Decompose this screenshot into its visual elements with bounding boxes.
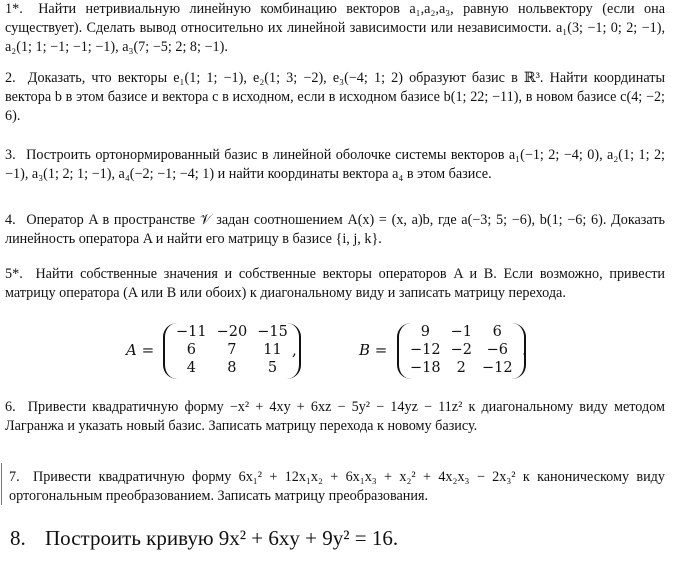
- matrix-a: [163, 323, 301, 379]
- problem-7: [9, 468, 665, 506]
- problem-3: [5, 146, 665, 184]
- margin-bar: [1, 463, 2, 505]
- problem-number: 2.: [5, 70, 16, 86]
- problem-number: 5*.: [5, 266, 23, 282]
- problem-1: [5, 0, 665, 57]
- matrix-cell: −12: [410, 342, 441, 358]
- matrix-cell: −11: [176, 324, 207, 340]
- matrix-cell: 8: [227, 360, 237, 376]
- problem-8: [10, 525, 398, 551]
- problem-number: 1*.: [5, 1, 23, 17]
- matrix-cell: −2: [450, 342, 472, 358]
- problem-4: [5, 211, 665, 249]
- problem-text: Найти нетривиальную линейную комбинацию векторов a₁,a₂,a₃, равную нольвектору (если она существует). Сделать вывод относительно их линейной зависимости или независимости. a₁(3; −1; 0; 2; −1), a₂(1; 1; −1; −1; −1), a₃(7; −5; 2; 8; −1).: [5, 1, 665, 55]
- matrix-cell: 9: [420, 324, 430, 340]
- problem-5: [5, 265, 665, 303]
- problem-2: [5, 69, 665, 126]
- problem-text: Оператор A в пространстве 𝒱 задан соотношением A(x) = (x, a)b, где a(−3; 5; −6), b(1; −6; 6). Доказать линейность оператора A и найти его матрицу в базисе {i, j, k}.: [5, 212, 666, 247]
- matrix-cell: 11: [263, 342, 282, 358]
- problem-text: Построить ортонормированный базис в линейной оболочке системы векторов a₁(−1; 2; −4; 0), a₂(1; 1; 2; −1), a₃(1; 2; 1; −1), a₄(−2; −1; −4; 1) и найти координаты вектора a₄ в этом базисе.: [5, 147, 665, 182]
- problem-number: 4.: [5, 212, 16, 228]
- matrix-b-table: [405, 323, 518, 377]
- matrix-a-suffix: ,: [292, 341, 297, 359]
- matrix-cell: 7: [227, 342, 237, 358]
- problem-text: Построить кривую 9x² + 6xy + 9y² = 16.: [45, 526, 399, 550]
- problem-text: Привести квадратичную форму −x² + 4xy + 6xz − 5y² − 14yz − 11z² к диагональному виду методом Лагранжа и указать новый базис. Записать матрицу перехода к новому базису.: [5, 399, 665, 434]
- matrix-cell: 5: [267, 360, 278, 376]
- problem-text: Привести квадратичную форму 6x₁² + 12x₁x₂ + 6x₁x₃ + x₂² + 4x₂x₃ − 2x₃² к каноническому виду ортогональным преобразованием. Записать матрицу преобразования.: [9, 469, 665, 504]
- matrix-b-suffix: .: [522, 341, 527, 359]
- matrix-cell: −1: [450, 324, 472, 340]
- matrix-b: [397, 323, 526, 379]
- problem-number: 6.: [5, 399, 16, 415]
- matrix-cell: 6: [186, 342, 196, 358]
- matrices-row: [0, 323, 694, 381]
- matrix-cell: −15: [257, 324, 288, 340]
- problem-number: 7.: [9, 469, 20, 485]
- matrix-cell: −20: [216, 324, 248, 340]
- matrix-cell: 6: [492, 324, 502, 340]
- problem-6: [5, 398, 665, 436]
- problem-text: Доказать, что векторы e₁(1; 1; −1), e₂(1; 3; −2), e₃(−4; 1; 2) образуют базис в ℝ³. Найти координаты вектора b в этом базисе и вектора c в исходном, если в исходном базисе b(1; 22; −11), в новом базисе c(4; −2; 6).: [5, 70, 665, 124]
- matrix-cell: −12: [481, 360, 513, 376]
- matrix-a-table: [171, 323, 293, 377]
- problem-text: Найти собственные значения и собственные векторы операторов A и B. Если возможно, привести матрицу оператора (A или B или обоих) к диагональному виду и записать матрицу перехода.: [5, 266, 665, 301]
- problem-number: 3.: [5, 147, 16, 163]
- matrix-a-label: A =: [126, 341, 155, 359]
- matrix-cell: 2: [456, 360, 466, 376]
- problem-number: 8.: [10, 526, 26, 550]
- matrix-cell: −18: [410, 360, 441, 376]
- matrix-b-label: B =: [359, 341, 388, 359]
- matrix-cell: −6: [486, 342, 508, 358]
- matrix-cell: 4: [186, 360, 196, 376]
